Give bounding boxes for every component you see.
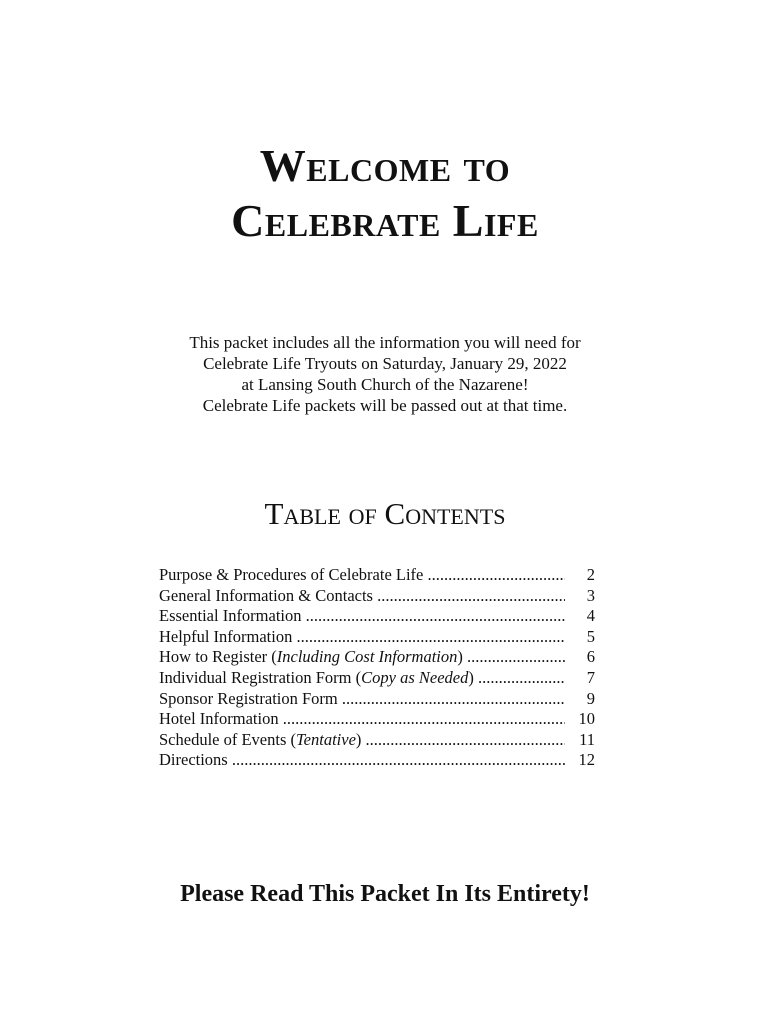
- read-packet-notice: Please Read This Packet In Its Entirety!: [180, 881, 590, 907]
- toc-entry-page-number: 2: [586, 565, 595, 584]
- toc-entry-page-number: 3: [586, 585, 595, 605]
- intro-line: Celebrate Life packets will be passed out at that time.: [202, 396, 568, 415]
- toc-entry-label: Purpose & Procedures of Celebrate Life .....: [159, 565, 565, 586]
- toc-entry-hotel-information: [159, 709, 595, 730]
- toc-entry-purpose-procedures: [159, 565, 595, 586]
- toc-entry-general-information: [159, 586, 595, 607]
- toc-entry-label: Helpful Information .....: [159, 627, 565, 648]
- toc-entry-label: Directions .....: [159, 750, 565, 771]
- document-title-line-1: Welcome to: [259, 140, 511, 191]
- toc-entry-individual-registration-form: [159, 668, 595, 689]
- toc-entry-essential-information: [159, 606, 595, 627]
- toc-entry-helpful-information: [159, 627, 595, 648]
- toc-entry-page-number: 5: [586, 626, 595, 646]
- table-of-contents: [159, 565, 595, 771]
- toc-entry-page-number: 12: [578, 750, 595, 770]
- document-title-line-2: Celebrate Life: [231, 195, 539, 246]
- toc-entry-page-number: 6: [586, 647, 595, 667]
- toc-entry-page-number: 7: [586, 667, 595, 687]
- toc-entry-page-number: 10: [578, 709, 595, 729]
- toc-entry-label: Schedule of Events (Tentative) .....: [159, 730, 565, 751]
- intro-line: This packet includes all the information you will need for: [189, 333, 581, 352]
- toc-entry-label: Hotel Information .....: [159, 709, 565, 730]
- intro-line: Celebrate Life Tryouts on Saturday, January 29, 2022: [203, 354, 567, 373]
- toc-entry-page-number: 11: [579, 729, 595, 749]
- toc-entry-sponsor-registration-form: [159, 689, 595, 710]
- toc-entry-label: General Information & Contacts .....: [159, 586, 565, 607]
- toc-entry-page-number: 9: [586, 688, 595, 708]
- toc-entry-schedule-of-events: [159, 730, 595, 751]
- intro-paragraph: [0, 332, 770, 416]
- toc-entry-how-to-register: [159, 647, 595, 668]
- toc-entry-page-number: 4: [586, 606, 595, 626]
- toc-heading: Table of Contents: [264, 496, 506, 531]
- toc-entry-label: Sponsor Registration Form .....: [159, 689, 565, 710]
- toc-entry-label: Individual Registration Form (Copy as Needed) .....: [159, 668, 565, 689]
- toc-entry-label: How to Register (Including Cost Information) .....: [159, 647, 565, 668]
- toc-entry-directions: [159, 750, 595, 771]
- toc-entry-label: Essential Information .....: [159, 606, 565, 627]
- intro-line: at Lansing South Church of the Nazarene!: [241, 375, 529, 394]
